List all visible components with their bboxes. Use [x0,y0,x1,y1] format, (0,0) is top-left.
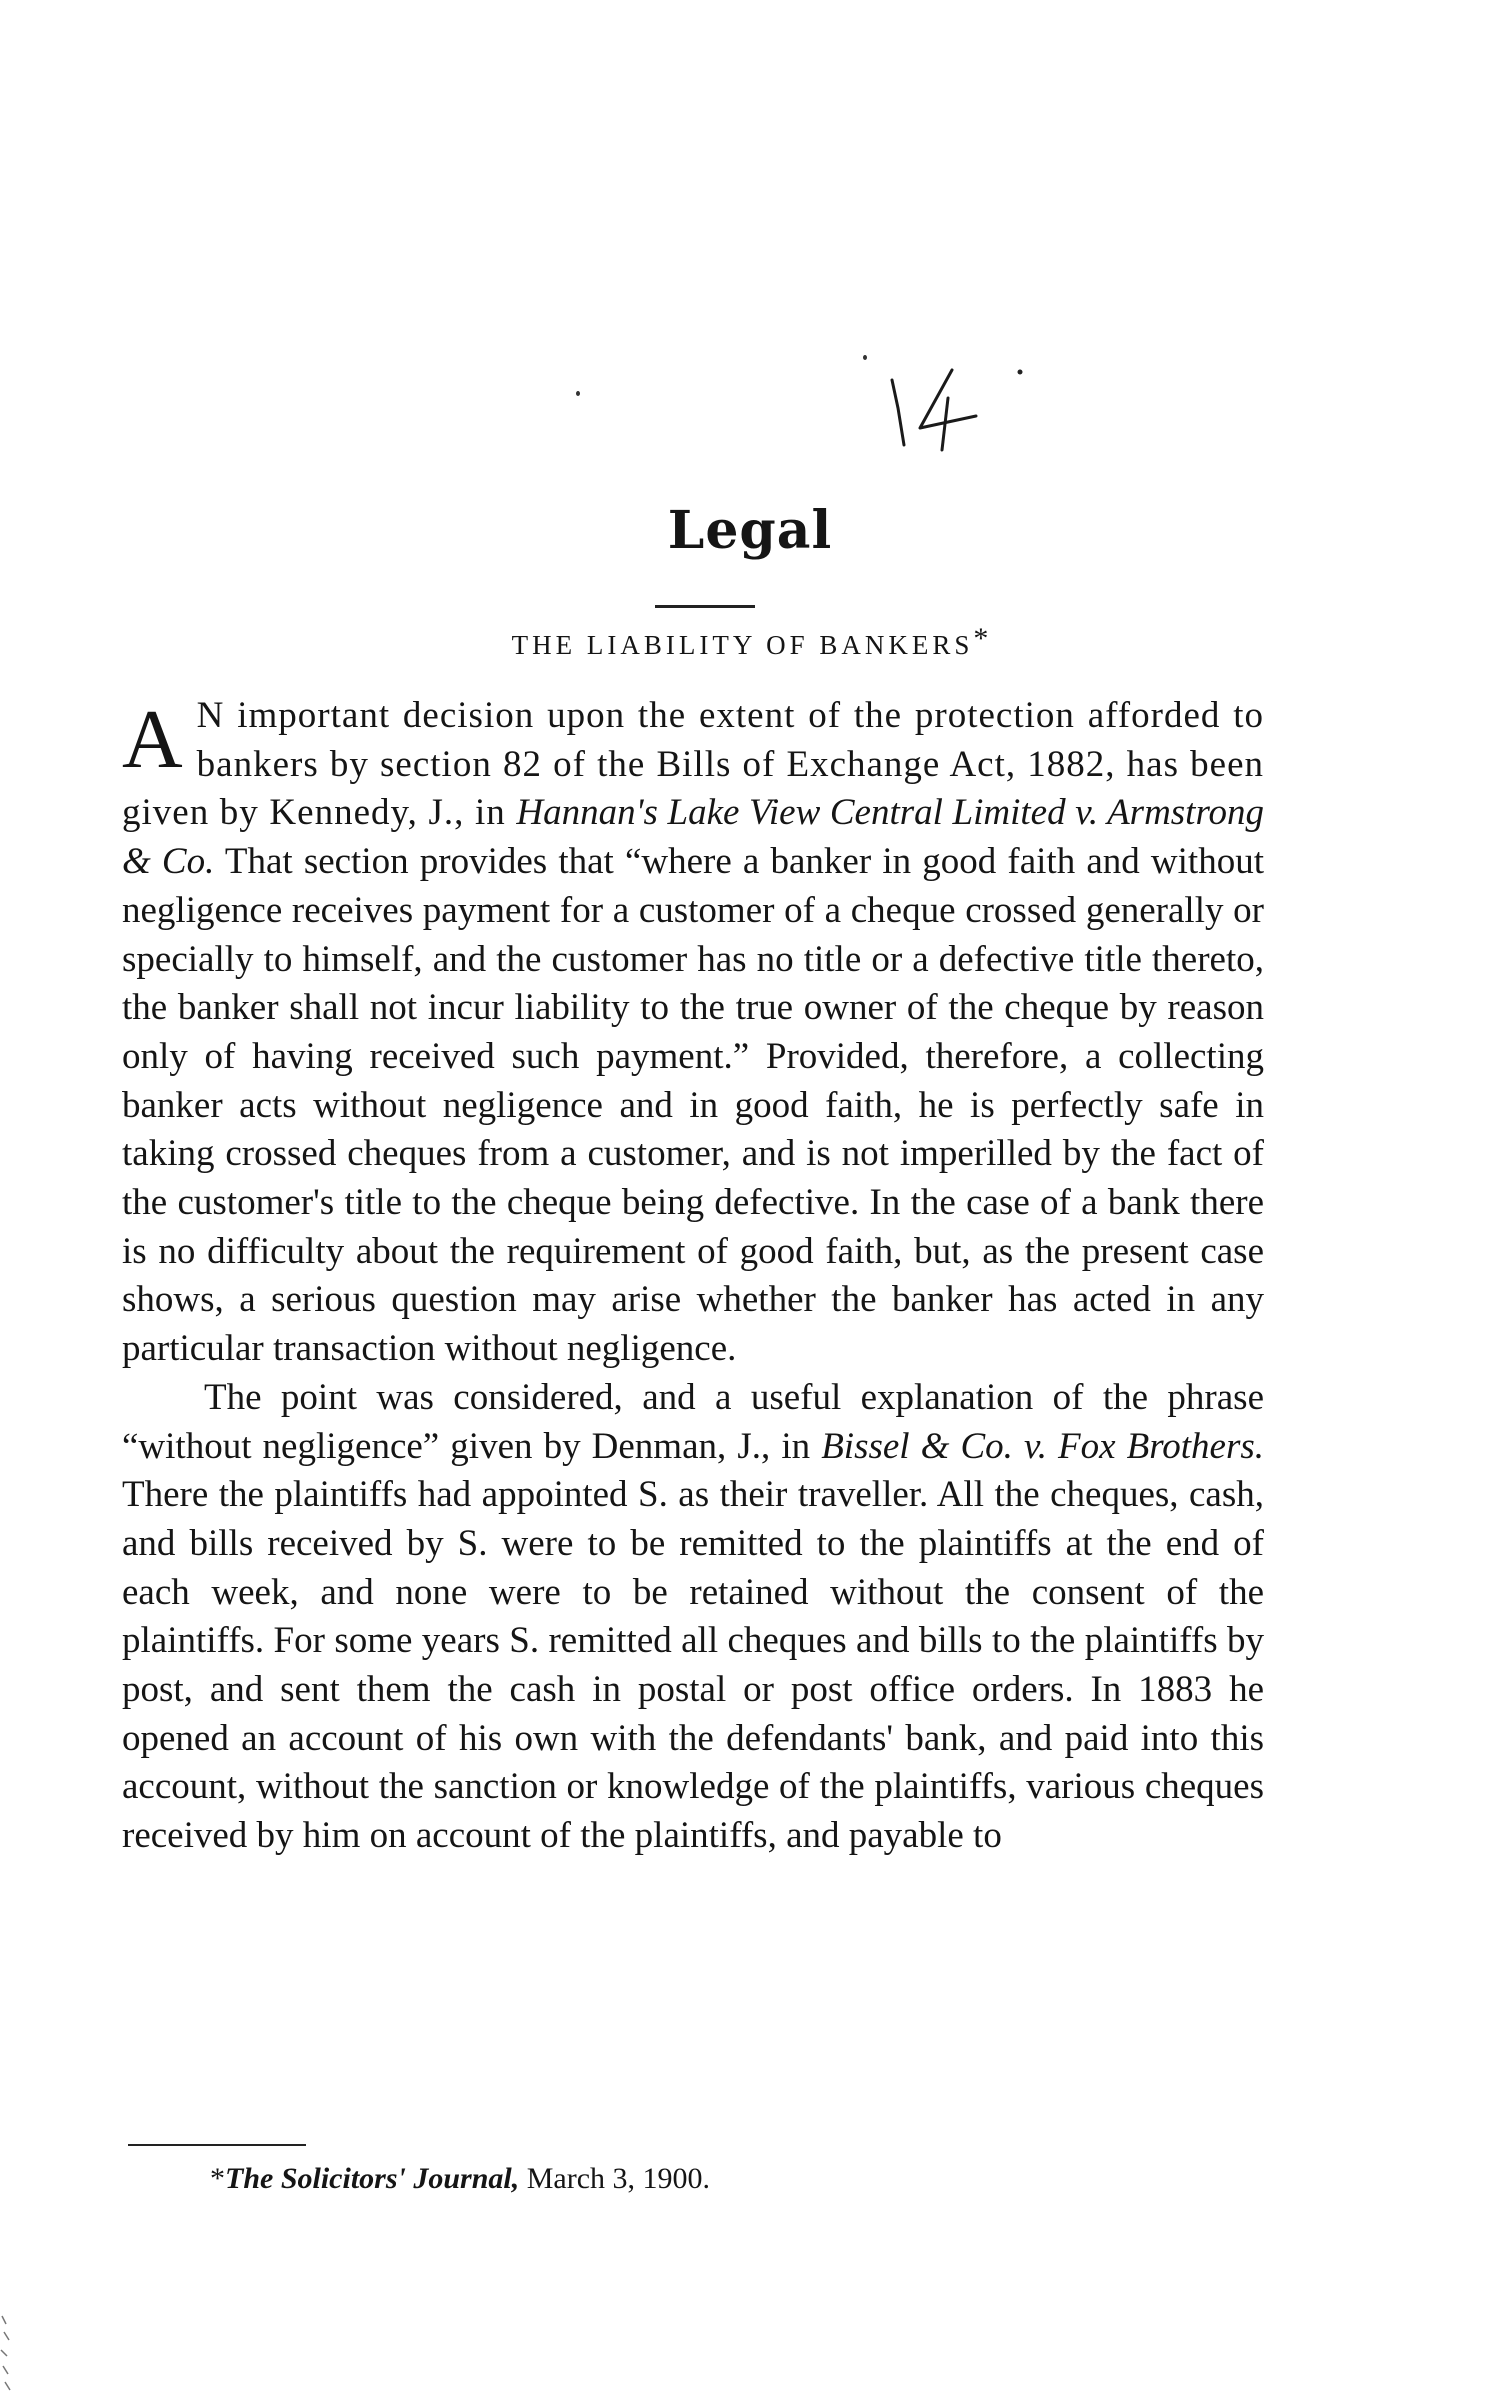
paragraph-2-lead: The point was considered, and a useful explanation of the phrase “without negligence” given by Denman, J., in [122,1376,1264,1467]
article-body [122,692,1264,1861]
footnote-marker: * [973,622,989,655]
ink-speck [576,391,580,396]
article-title-text: THE LIABILITY OF BANKERS [511,630,974,660]
footnote-rule [128,2144,306,2146]
paragraph-1-lead: N important decision upon the extent of the protection afforded to bankers by section 82 of the Bills of Exchange Act, 1882, has been given by Kennedy, J., in [122,695,1264,834]
section-heading: Legal [667,500,833,561]
footnote-mark: * [210,2162,225,2195]
heading-rule [655,605,755,608]
article-title [300,622,1200,662]
page-edge-marks [0,2310,20,2394]
ink-speck [863,355,867,360]
case-citation-1: Hannan's Lake View Central Limited v. Armstrong & Co. [122,792,1264,883]
footnote-source: The Solicitors' Journal, [225,2162,520,2195]
paragraph-2-text: There the plaintiffs had appointed S. as their traveller. All the cheques, cash, and bills received by S. were to be remitted to the plaintiffs at the end of each week, and none were to be retained without the consent of the plaintiffs. For some years S. remitted all cheques and bills to the plaintiffs by post, and sent them the cash in postal or post office orders. In 1883 he opened an account of his own with the defendants' bank, and paid into this account, without the sanction or knowledge of the plaintiffs, various cheques received by him on account of the plaintiffs, and payable to [122,1474,1264,1857]
drop-cap: A [122,693,183,786]
paragraph-1 [122,692,1264,1374]
case-citation-2: Bissel & Co. v. Fox Brothers. [821,1425,1264,1467]
footnote [210,2162,710,2196]
paragraph-2 [122,1374,1264,1861]
footnote-date: March 3, 1900. [519,2162,711,2195]
handwritten-folio-number [880,350,1030,460]
paragraph-1-text: That section provides that “where a banker in good faith and without negligence receives payment for a customer of a cheque crossed generally or specially to himself, and the customer has no title or a defective title thereto, the banker shall not incur liability to the true owner of the cheque by reason only of having received such payment.” Provided, therefore, a collecting banker acts without negligence and in good faith, he is perfectly safe in taking crossed cheques from a customer, and is not imperilled by the fact of the customer's title to the cheque being defective. In the case of a bank there is no difficulty about the requirement of good faith, but, as the present case shows, a serious question may arise whether the banker has acted in any particular transaction without negligence. [122,841,1264,1370]
